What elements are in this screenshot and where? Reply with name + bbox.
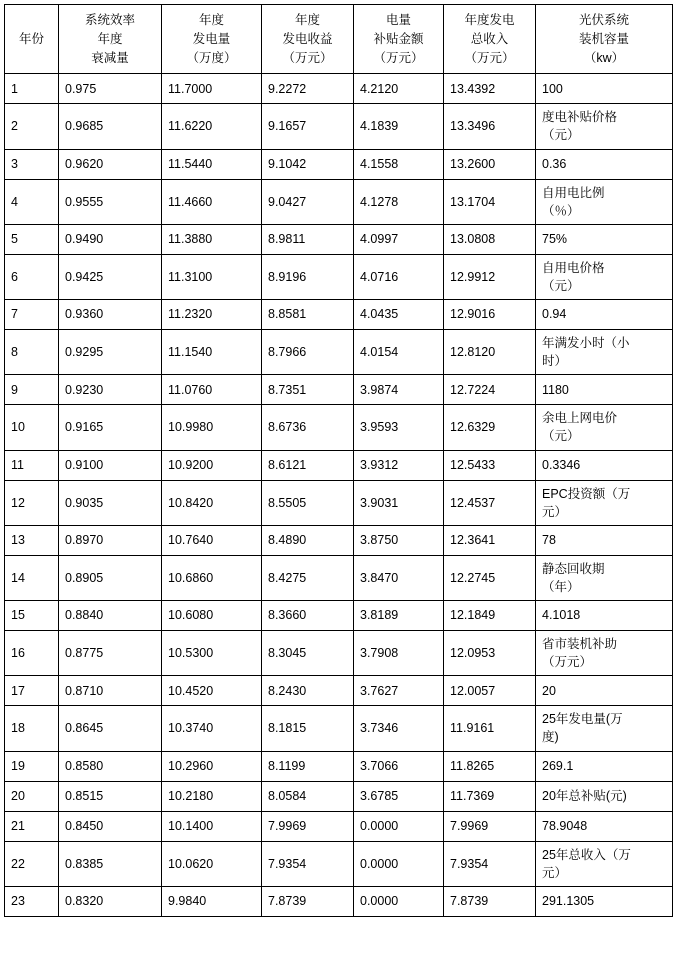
cell-subsidy[interactable]: 3.7908 bbox=[354, 631, 444, 676]
cell-subsidy[interactable]: 3.9031 bbox=[354, 480, 444, 525]
cell-subsidy[interactable]: 4.1839 bbox=[354, 104, 444, 149]
cell-total[interactable]: 12.0953 bbox=[444, 631, 536, 676]
cell-power[interactable]: 11.2320 bbox=[162, 300, 262, 330]
cell-decay[interactable]: 0.9685 bbox=[59, 104, 162, 149]
cell-year[interactable]: 16 bbox=[5, 631, 59, 676]
cell-total[interactable]: 13.4392 bbox=[444, 74, 536, 104]
cell-year[interactable]: 17 bbox=[5, 676, 59, 706]
cell-subsidy[interactable]: 3.7627 bbox=[354, 676, 444, 706]
cell-year[interactable]: 21 bbox=[5, 811, 59, 841]
table-row[interactable] bbox=[5, 841, 673, 886]
cell-total[interactable]: 13.2600 bbox=[444, 149, 536, 179]
column-header-year: 年份 bbox=[5, 5, 59, 74]
cell-parameter[interactable]: 年满发小时（小 时） bbox=[536, 330, 673, 375]
cell-income[interactable]: 8.8581 bbox=[262, 300, 354, 330]
cell-income[interactable]: 8.0584 bbox=[262, 781, 354, 811]
cell-power[interactable]: 11.7000 bbox=[162, 74, 262, 104]
cell-subsidy[interactable]: 3.8189 bbox=[354, 601, 444, 631]
cell-year[interactable]: 15 bbox=[5, 601, 59, 631]
cell-power[interactable]: 10.0620 bbox=[162, 841, 262, 886]
cell-power[interactable]: 11.3880 bbox=[162, 224, 262, 254]
table-row[interactable] bbox=[5, 706, 673, 751]
cell-total[interactable]: 13.3496 bbox=[444, 104, 536, 149]
cell-parameter[interactable]: 78 bbox=[536, 525, 673, 555]
cell-power[interactable]: 10.6080 bbox=[162, 601, 262, 631]
cell-income[interactable]: 8.3660 bbox=[262, 601, 354, 631]
cell-income[interactable]: 8.3045 bbox=[262, 631, 354, 676]
cell-income[interactable]: 9.1657 bbox=[262, 104, 354, 149]
cell-power[interactable]: 10.8420 bbox=[162, 480, 262, 525]
table-header-row bbox=[5, 5, 673, 74]
cell-decay[interactable]: 0.8515 bbox=[59, 781, 162, 811]
column-header-capacity: 光伏系统 装机容量 （kw） bbox=[536, 5, 673, 74]
table-row[interactable] bbox=[5, 375, 673, 405]
cell-total[interactable]: 12.4537 bbox=[444, 480, 536, 525]
cell-power[interactable]: 10.2180 bbox=[162, 781, 262, 811]
cell-income[interactable]: 9.1042 bbox=[262, 149, 354, 179]
cell-total[interactable]: 11.8265 bbox=[444, 751, 536, 781]
cell-year[interactable]: 14 bbox=[5, 555, 59, 600]
cell-decay[interactable]: 0.8580 bbox=[59, 751, 162, 781]
cell-total[interactable]: 7.9969 bbox=[444, 811, 536, 841]
table-row[interactable] bbox=[5, 631, 673, 676]
cell-income[interactable]: 8.6121 bbox=[262, 450, 354, 480]
cell-income[interactable]: 8.6736 bbox=[262, 405, 354, 450]
cell-decay[interactable]: 0.8710 bbox=[59, 676, 162, 706]
cell-income[interactable]: 7.9354 bbox=[262, 841, 354, 886]
table-row[interactable] bbox=[5, 555, 673, 600]
cell-power[interactable]: 10.1400 bbox=[162, 811, 262, 841]
cell-parameter[interactable]: 0.36 bbox=[536, 149, 673, 179]
cell-decay[interactable]: 0.8905 bbox=[59, 555, 162, 600]
cell-total[interactable]: 12.7224 bbox=[444, 375, 536, 405]
cell-decay[interactable]: 0.9490 bbox=[59, 224, 162, 254]
cell-decay[interactable]: 0.8450 bbox=[59, 811, 162, 841]
column-header-decay: 系统效率 年度 衰减量 bbox=[59, 5, 162, 74]
cell-parameter[interactable]: 0.3346 bbox=[536, 450, 673, 480]
cell-parameter[interactable]: 291.1305 bbox=[536, 886, 673, 916]
cell-parameter[interactable]: 269.1 bbox=[536, 751, 673, 781]
cell-year[interactable]: 6 bbox=[5, 254, 59, 299]
cell-power[interactable]: 11.5440 bbox=[162, 149, 262, 179]
cell-parameter[interactable]: 1180 bbox=[536, 375, 673, 405]
cell-year[interactable]: 20 bbox=[5, 781, 59, 811]
cell-subsidy[interactable]: 3.8470 bbox=[354, 555, 444, 600]
table-row[interactable] bbox=[5, 254, 673, 299]
cell-subsidy[interactable]: 0.0000 bbox=[354, 841, 444, 886]
cell-income[interactable]: 8.9811 bbox=[262, 224, 354, 254]
cell-subsidy[interactable]: 4.0154 bbox=[354, 330, 444, 375]
cell-subsidy[interactable]: 3.7346 bbox=[354, 706, 444, 751]
cell-year[interactable]: 10 bbox=[5, 405, 59, 450]
cell-decay[interactable]: 0.8645 bbox=[59, 706, 162, 751]
cell-total[interactable]: 11.7369 bbox=[444, 781, 536, 811]
cell-decay[interactable]: 0.8840 bbox=[59, 601, 162, 631]
cell-total[interactable]: 7.8739 bbox=[444, 886, 536, 916]
cell-subsidy[interactable]: 3.9874 bbox=[354, 375, 444, 405]
cell-total[interactable]: 13.1704 bbox=[444, 179, 536, 224]
cell-subsidy[interactable]: 4.2120 bbox=[354, 74, 444, 104]
cell-income[interactable]: 8.4275 bbox=[262, 555, 354, 600]
cell-year[interactable]: 22 bbox=[5, 841, 59, 886]
cell-decay[interactable]: 0.975 bbox=[59, 74, 162, 104]
cell-power[interactable]: 10.7640 bbox=[162, 525, 262, 555]
cell-income[interactable]: 7.8739 bbox=[262, 886, 354, 916]
column-header-power: 年度 发电量 （万度） bbox=[162, 5, 262, 74]
cell-parameter[interactable]: 4.1018 bbox=[536, 601, 673, 631]
cell-decay[interactable]: 0.9165 bbox=[59, 405, 162, 450]
cell-power[interactable]: 10.4520 bbox=[162, 676, 262, 706]
cell-decay[interactable]: 0.9360 bbox=[59, 300, 162, 330]
cell-year[interactable]: 4 bbox=[5, 179, 59, 224]
cell-year[interactable]: 9 bbox=[5, 375, 59, 405]
cell-parameter[interactable]: 自用电比例 （％） bbox=[536, 179, 673, 224]
cell-income[interactable]: 8.1199 bbox=[262, 751, 354, 781]
cell-subsidy[interactable]: 4.0716 bbox=[354, 254, 444, 299]
cell-power[interactable]: 10.3740 bbox=[162, 706, 262, 751]
cell-subsidy[interactable]: 4.0997 bbox=[354, 224, 444, 254]
table-header bbox=[5, 5, 673, 74]
cell-power[interactable]: 9.9840 bbox=[162, 886, 262, 916]
cell-income[interactable]: 8.1815 bbox=[262, 706, 354, 751]
cell-subsidy[interactable]: 4.1278 bbox=[354, 179, 444, 224]
cell-subsidy[interactable]: 4.0435 bbox=[354, 300, 444, 330]
table-row[interactable] bbox=[5, 601, 673, 631]
cell-total[interactable]: 12.3641 bbox=[444, 525, 536, 555]
table-row[interactable] bbox=[5, 450, 673, 480]
cell-income[interactable]: 7.9969 bbox=[262, 811, 354, 841]
cell-subsidy[interactable]: 3.9312 bbox=[354, 450, 444, 480]
column-header-total: 年度发电 总收入 （万元） bbox=[444, 5, 536, 74]
cell-year[interactable]: 19 bbox=[5, 751, 59, 781]
cell-power[interactable]: 11.4660 bbox=[162, 179, 262, 224]
cell-income[interactable]: 8.2430 bbox=[262, 676, 354, 706]
cell-parameter[interactable]: 20 bbox=[536, 676, 673, 706]
table-row[interactable] bbox=[5, 886, 673, 916]
cell-power[interactable]: 10.2960 bbox=[162, 751, 262, 781]
cell-year[interactable]: 5 bbox=[5, 224, 59, 254]
cell-subsidy[interactable]: 3.7066 bbox=[354, 751, 444, 781]
cell-subsidy[interactable]: 3.6785 bbox=[354, 781, 444, 811]
cell-year[interactable]: 3 bbox=[5, 149, 59, 179]
cell-total[interactable]: 12.0057 bbox=[444, 676, 536, 706]
table-body bbox=[5, 74, 673, 917]
cell-total[interactable]: 11.9161 bbox=[444, 706, 536, 751]
cell-year[interactable]: 12 bbox=[5, 480, 59, 525]
cell-decay[interactable]: 0.8970 bbox=[59, 525, 162, 555]
cell-total[interactable]: 12.9912 bbox=[444, 254, 536, 299]
table-row[interactable] bbox=[5, 480, 673, 525]
cell-subsidy[interactable]: 0.0000 bbox=[354, 811, 444, 841]
table-row[interactable] bbox=[5, 330, 673, 375]
cell-decay[interactable]: 0.9035 bbox=[59, 480, 162, 525]
cell-income[interactable]: 8.4890 bbox=[262, 525, 354, 555]
table-row[interactable] bbox=[5, 676, 673, 706]
cell-decay[interactable]: 0.9295 bbox=[59, 330, 162, 375]
table-row[interactable] bbox=[5, 405, 673, 450]
cell-power[interactable]: 10.5300 bbox=[162, 631, 262, 676]
table-row[interactable] bbox=[5, 811, 673, 841]
cell-total[interactable]: 12.9016 bbox=[444, 300, 536, 330]
cell-parameter[interactable]: 25年总收入（万 元） bbox=[536, 841, 673, 886]
cell-decay[interactable]: 0.8775 bbox=[59, 631, 162, 676]
table-row[interactable] bbox=[5, 224, 673, 254]
cell-parameter[interactable]: 余电上网电价 （元） bbox=[536, 405, 673, 450]
cell-subsidy[interactable]: 3.8750 bbox=[354, 525, 444, 555]
cell-total[interactable]: 12.8120 bbox=[444, 330, 536, 375]
cell-subsidy[interactable]: 3.9593 bbox=[354, 405, 444, 450]
cell-decay[interactable]: 0.9230 bbox=[59, 375, 162, 405]
table-row[interactable] bbox=[5, 781, 673, 811]
table-row[interactable] bbox=[5, 179, 673, 224]
cell-year[interactable]: 8 bbox=[5, 330, 59, 375]
cell-parameter[interactable]: 20年总补贴(元) bbox=[536, 781, 673, 811]
cell-total[interactable]: 13.0808 bbox=[444, 224, 536, 254]
cell-power[interactable]: 11.0760 bbox=[162, 375, 262, 405]
cell-power[interactable]: 11.6220 bbox=[162, 104, 262, 149]
table-row[interactable] bbox=[5, 525, 673, 555]
cell-decay[interactable]: 0.9425 bbox=[59, 254, 162, 299]
cell-income[interactable]: 8.9196 bbox=[262, 254, 354, 299]
table-row[interactable] bbox=[5, 149, 673, 179]
pv-financial-table bbox=[4, 4, 673, 917]
cell-parameter[interactable]: 25年发电量(万 度) bbox=[536, 706, 673, 751]
cell-income[interactable]: 9.0427 bbox=[262, 179, 354, 224]
cell-income[interactable]: 9.2272 bbox=[262, 74, 354, 104]
cell-power[interactable]: 11.1540 bbox=[162, 330, 262, 375]
cell-power[interactable]: 11.3100 bbox=[162, 254, 262, 299]
cell-subsidy[interactable]: 0.0000 bbox=[354, 886, 444, 916]
cell-decay[interactable]: 0.8320 bbox=[59, 886, 162, 916]
cell-decay[interactable]: 0.8385 bbox=[59, 841, 162, 886]
table-row[interactable] bbox=[5, 104, 673, 149]
cell-parameter[interactable]: 自用电价格 （元） bbox=[536, 254, 673, 299]
cell-parameter[interactable]: 0.94 bbox=[536, 300, 673, 330]
cell-year[interactable]: 23 bbox=[5, 886, 59, 916]
cell-power[interactable]: 10.6860 bbox=[162, 555, 262, 600]
cell-year[interactable]: 2 bbox=[5, 104, 59, 149]
cell-parameter[interactable]: 度电补贴价格 （元） bbox=[536, 104, 673, 149]
table-row[interactable] bbox=[5, 300, 673, 330]
cell-year[interactable]: 7 bbox=[5, 300, 59, 330]
cell-total[interactable]: 7.9354 bbox=[444, 841, 536, 886]
cell-power[interactable]: 10.9200 bbox=[162, 450, 262, 480]
cell-year[interactable]: 18 bbox=[5, 706, 59, 751]
cell-subsidy[interactable]: 4.1558 bbox=[354, 149, 444, 179]
column-header-subsidy: 电量 补贴金额 （万元） bbox=[354, 5, 444, 74]
cell-year[interactable]: 11 bbox=[5, 450, 59, 480]
cell-parameter[interactable]: EPC投资额（万 元） bbox=[536, 480, 673, 525]
cell-income[interactable]: 8.7966 bbox=[262, 330, 354, 375]
cell-parameter[interactable]: 78.9048 bbox=[536, 811, 673, 841]
table-row[interactable] bbox=[5, 74, 673, 104]
cell-year[interactable]: 13 bbox=[5, 525, 59, 555]
cell-decay[interactable]: 0.9100 bbox=[59, 450, 162, 480]
cell-income[interactable]: 8.5505 bbox=[262, 480, 354, 525]
cell-decay[interactable]: 0.9555 bbox=[59, 179, 162, 224]
cell-total[interactable]: 12.1849 bbox=[444, 601, 536, 631]
cell-parameter[interactable]: 省市装机补助 （万元） bbox=[536, 631, 673, 676]
cell-parameter[interactable]: 100 bbox=[536, 74, 673, 104]
cell-parameter[interactable]: 静态回收期 （年） bbox=[536, 555, 673, 600]
cell-year[interactable]: 1 bbox=[5, 74, 59, 104]
cell-total[interactable]: 12.6329 bbox=[444, 405, 536, 450]
cell-decay[interactable]: 0.9620 bbox=[59, 149, 162, 179]
column-header-income: 年度 发电收益 （万元） bbox=[262, 5, 354, 74]
cell-parameter[interactable]: 75% bbox=[536, 224, 673, 254]
cell-total[interactable]: 12.2745 bbox=[444, 555, 536, 600]
cell-power[interactable]: 10.9980 bbox=[162, 405, 262, 450]
cell-total[interactable]: 12.5433 bbox=[444, 450, 536, 480]
table-row[interactable] bbox=[5, 751, 673, 781]
cell-income[interactable]: 8.7351 bbox=[262, 375, 354, 405]
